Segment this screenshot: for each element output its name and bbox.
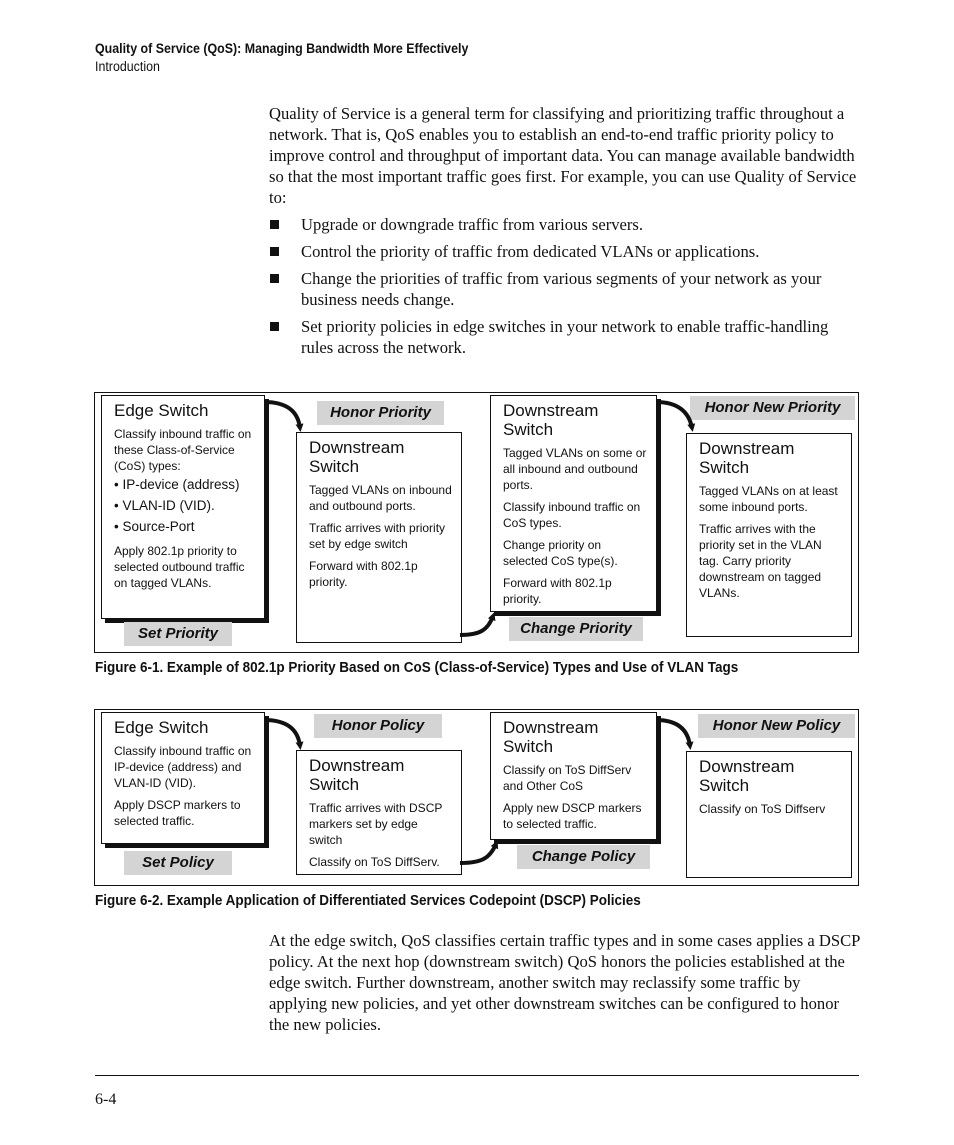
box-title: Downstream Switch [503, 401, 599, 439]
box-text: Apply 802.1p priority to selected outbound traffic on tagged VLANs. [114, 544, 245, 590]
closing-paragraph: At the edge switch, QoS classifies certain traffic types and in some cases applies a DSCP policy. At the next hop (downstream switch) QoS honors the policies established at the edge switch. Further downstream, another switch may reclassify some traffic by applying new policies, and yet other downstream switches can be configured to honor the new policies. [269, 931, 860, 1034]
box-list-item: • VLAN-ID (VID). [114, 498, 215, 513]
running-header-subtitle: Introduction [95, 59, 160, 74]
fig1-arrow-down1-to-down2 [460, 616, 493, 635]
box-text: Traffic arrives with DSCP markers set by edge switch [309, 801, 443, 847]
box-title: Edge Switch [114, 401, 209, 420]
box-title: Downstream Switch [309, 438, 405, 476]
box-text: Tagged VLANs on at least some inbound ports. [699, 484, 838, 514]
box-text: Classify inbound traffic on these Class-of-Service (CoS) types: [114, 427, 252, 473]
fig2-change-policy-label: Change Policy [517, 845, 650, 869]
fig2-honor-policy-label: Honor Policy [314, 714, 442, 738]
fig2-arrow-down2-to-down3 [656, 720, 690, 746]
list-item: Change the priorities of traffic from various segments of your network as your business needs change. [269, 268, 861, 310]
box-title: Edge Switch [114, 718, 209, 737]
fig2-arrow-down1-to-down2 [460, 844, 496, 863]
fig1-arrow-down2-to-down3 [656, 402, 692, 428]
box-text: Classify on ToS DiffServ and Other CoS [503, 763, 632, 793]
fig1-change-priority-label: Change Priority [509, 617, 643, 641]
fig2-set-policy-label: Set Policy [124, 851, 232, 875]
box-title: Downstream Switch [503, 718, 599, 756]
page-number: 6-4 [95, 1091, 117, 1108]
box-title: Downstream Switch [309, 756, 405, 794]
box-list-item: • IP-device (address) [114, 477, 240, 492]
box-text: Apply DSCP markers to selected traffic. [114, 798, 241, 828]
box-text: Apply new DSCP markers to selected traffic. [503, 801, 642, 831]
box-text: Tagged VLANs on some or all inbound and outbound ports. [503, 446, 647, 492]
box-text: Forward with 802.1p priority. [503, 576, 612, 606]
footer-rule [95, 1075, 859, 1076]
fig1-arrow-edge-to-down1 [264, 402, 300, 428]
box-title: Downstream Switch [699, 439, 795, 477]
figure-2-caption: Figure 6-2. Example Application of Differentiated Services Codepoint (DSCP) Policies [95, 893, 641, 909]
box-text: Traffic arrives with the priority set in the VLAN tag. Carry priority downstream on tagged VLANs. [699, 522, 822, 600]
box-text: Change priority on selected CoS type(s). [503, 538, 618, 568]
box-list-item: • Source-Port [114, 519, 195, 534]
box-text: Classify inbound traffic on IP-device (address) and VLAN-ID (VID). [114, 744, 252, 790]
running-header-title: Quality of Service (QoS): Managing Bandwidth More Effectively [95, 41, 469, 56]
fig1-honor-new-priority-label: Honor New Priority [690, 396, 855, 420]
fig1-set-priority-label: Set Priority [124, 622, 232, 646]
box-title: Downstream Switch [699, 757, 795, 795]
list-item: Upgrade or downgrade traffic from various servers. [269, 214, 861, 235]
intro-paragraph: Quality of Service is a general term for classifying and prioritizing traffic throughout a network. That is, QoS enables you to establish an end-to-end traffic priority policy to improve control and throughput of important data. You can manage available bandwidth so that the most important traffic goes first. For example, you can use Quality of Service to: [269, 104, 857, 207]
fig2-honor-new-policy-label: Honor New Policy [698, 714, 855, 738]
fig2-arrow-edge-to-down1 [264, 720, 300, 746]
box-text: Classify on ToS DiffServ. [309, 855, 440, 869]
box-text: Classify inbound traffic on CoS types. [503, 500, 641, 530]
box-text: Classify on ToS Diffserv [699, 802, 826, 816]
box-text: Forward with 802.1p priority. [309, 559, 418, 589]
list-item: Set priority policies in edge switches in your network to enable traffic-handling rules across the network. [269, 316, 861, 358]
box-text: Traffic arrives with priority set by edge switch [309, 521, 446, 551]
figure-1-caption: Figure 6-1. Example of 802.1p Priority Based on CoS (Class-of-Service) Types and Use of VLAN Tags [95, 660, 739, 676]
list-item: Control the priority of traffic from dedicated VLANs or applications. [269, 241, 861, 262]
fig1-honor-priority-label: Honor Priority [317, 401, 444, 425]
box-text: Tagged VLANs on inbound and outbound ports. [309, 483, 452, 513]
